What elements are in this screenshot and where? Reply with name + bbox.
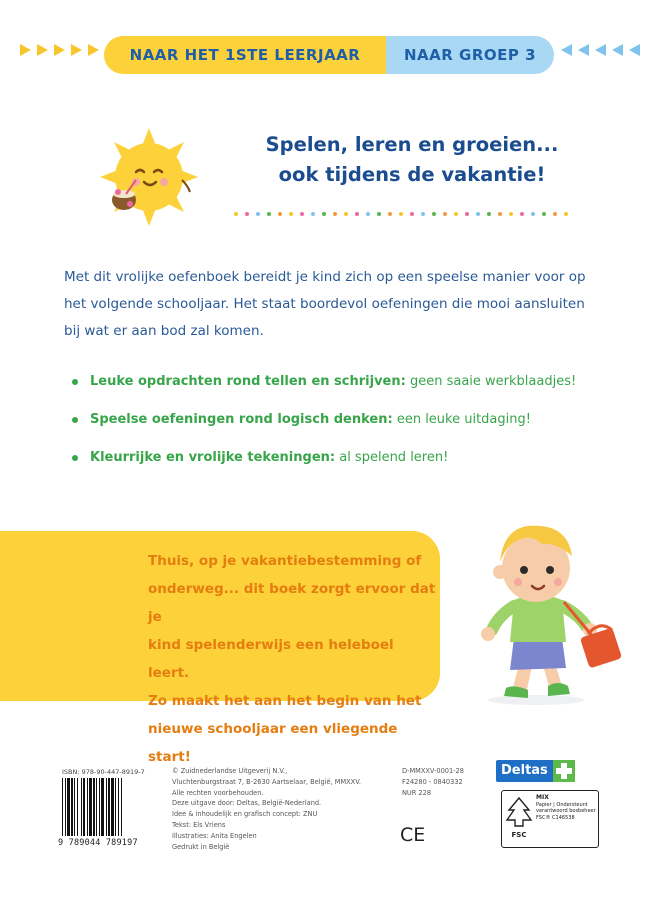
credit-line: Tekst: Els Vriens (172, 820, 226, 829)
divider-dot (509, 212, 513, 216)
divider-dot (421, 212, 425, 216)
barcode-bar (81, 778, 82, 836)
fsc-logo-text: FSC (511, 831, 527, 839)
feature-item-rest: al spelend leren! (335, 450, 449, 465)
divider-dot (344, 212, 348, 216)
credit-line: Vluchtenburgstraat 7, B-2630 Aartselaar, België, MMXXV. (172, 777, 361, 786)
code-line: NUR 228 (402, 788, 432, 797)
divider-dot (278, 212, 282, 216)
fsc-label (501, 790, 599, 848)
divider-dot (245, 212, 249, 216)
fsc-line: verantwoord bosbeheer (536, 808, 596, 814)
dotted-divider (234, 212, 568, 216)
banner-leerjaar (104, 36, 386, 74)
divider-dot (498, 212, 502, 216)
barcode-bar (96, 778, 97, 836)
fsc-mix: MIX (536, 794, 549, 801)
fsc-line: Papier | Ondersteunt (536, 801, 588, 808)
headline-line-1: Spelen, leren en groeien... (265, 133, 559, 156)
barcode-bar (108, 778, 110, 836)
credit-line: Gedrukt in België (172, 842, 230, 851)
divider-dot (454, 212, 458, 216)
feature-item-bold: Kleurrijke en vrolijke tekeningen: (90, 450, 336, 465)
divider-dot (465, 212, 469, 216)
banner-groep (386, 36, 554, 74)
feature-item-rest: geen saaie werkblaadjes! (405, 374, 577, 389)
divider-dot (234, 212, 238, 216)
code-line: D-MMXXV-0001-28 (402, 767, 464, 775)
isbn-label: ISBN: 978-90-447-8919-7 (62, 768, 145, 776)
fsc-code: FSC® C146538 (536, 814, 575, 821)
divider-dot (432, 212, 436, 216)
barcode-bar (111, 778, 114, 836)
intro-paragraph: Met dit vrolijke oefenboek bereidt je kind zich op een speelse manier voor op het volgende schooljaar. Het staat boordevol oefeningen die mooi aansluiten bij wat er aan bod zal komen. (64, 269, 586, 339)
fsc-text (536, 795, 596, 821)
closing-line: Zo maakt het aan het begin van het (148, 693, 422, 709)
divider-dot (564, 212, 568, 216)
divider-dot (322, 212, 326, 216)
feature-item (90, 444, 610, 472)
credit-line: Idee & inhoudelijk en grafisch concept: ZNU (172, 810, 318, 819)
credit-line: Illustraties: Anita Engelen (172, 831, 257, 840)
closing-text (148, 547, 438, 771)
feature-list (90, 368, 610, 482)
copyright-credits (172, 766, 392, 852)
barcode-bar (106, 778, 107, 836)
barcode-bar (74, 778, 75, 836)
barcode-bar (115, 778, 116, 836)
fsc-tree-icon (505, 794, 533, 842)
barcode-bar (77, 778, 78, 836)
banner-groep-label: NAAR GROEP 3 (403, 46, 537, 64)
credit-line: Deze uitgave door: Deltas, België-Nederland. (172, 799, 322, 808)
deltas-logo (496, 760, 575, 782)
sun-illustration (96, 124, 202, 230)
headline (212, 130, 612, 190)
barcode-bar (87, 778, 88, 836)
divider-dot (443, 212, 447, 216)
divider-dot (553, 212, 557, 216)
divider-dot (531, 212, 535, 216)
barcode-bar (121, 778, 122, 836)
barcode-digits: 9 789044 789197 (58, 838, 138, 848)
barcode-bar (101, 778, 104, 836)
divider-dot (377, 212, 381, 216)
barcode-bar (83, 778, 85, 836)
feature-item (90, 406, 610, 434)
divider-dot (399, 212, 403, 216)
ce-mark: CE (400, 824, 426, 846)
code-line: F24280 - 0840332 (402, 777, 463, 786)
headline-line-2: ook tijdens de vakantie! (278, 163, 546, 186)
child-illustration (470, 510, 650, 710)
divider-dot (256, 212, 260, 216)
feature-item-rest: een leuke uitdaging! (392, 412, 531, 427)
divider-dot (487, 212, 491, 216)
bunting-left (20, 44, 99, 56)
barcode (62, 778, 158, 836)
closing-line: kind spelenderwijs een heleboel leert. (148, 637, 394, 681)
barcode-bar (118, 778, 119, 836)
barcode-bar (65, 778, 66, 836)
barcode-bar (67, 778, 70, 836)
barcode-bar (62, 778, 63, 836)
credit-line: © Zuidnederlandse Uitgeverij N.V., (172, 767, 288, 775)
feature-item-bold: Leuke opdrachten rond tellen en schrijven: (90, 374, 406, 389)
divider-dot (476, 212, 480, 216)
credit-line: Alle rechten voorbehouden. (172, 788, 264, 797)
barcode-bar (89, 778, 92, 836)
divider-dot (355, 212, 359, 216)
plus-icon (553, 760, 575, 782)
divider-dot (267, 212, 271, 216)
barcode-bar (99, 778, 100, 836)
divider-dot (520, 212, 524, 216)
deltas-wordmark: Deltas (496, 760, 553, 782)
divider-dot (410, 212, 414, 216)
divider-dot (366, 212, 370, 216)
divider-dot (300, 212, 304, 216)
feature-item (90, 368, 610, 396)
closing-line: Thuis, op je vakantiebestemming of (148, 553, 422, 569)
divider-dot (311, 212, 315, 216)
closing-line: nieuwe schooljaar een vliegende start! (148, 721, 398, 765)
bunting-right (561, 44, 640, 56)
divider-dot (333, 212, 337, 216)
divider-dot (388, 212, 392, 216)
closing-line: onderweg... dit boek zorgt ervoor dat je (148, 581, 436, 625)
divider-dot (542, 212, 546, 216)
barcode-bar (93, 778, 95, 836)
product-codes (402, 766, 464, 798)
feature-item-bold: Speelse oefeningen rond logisch denken: (90, 412, 393, 427)
divider-dot (289, 212, 293, 216)
banner-leerjaar-label: NAAR HET 1STE LEERJAAR (129, 46, 361, 64)
barcode-bar (71, 778, 73, 836)
